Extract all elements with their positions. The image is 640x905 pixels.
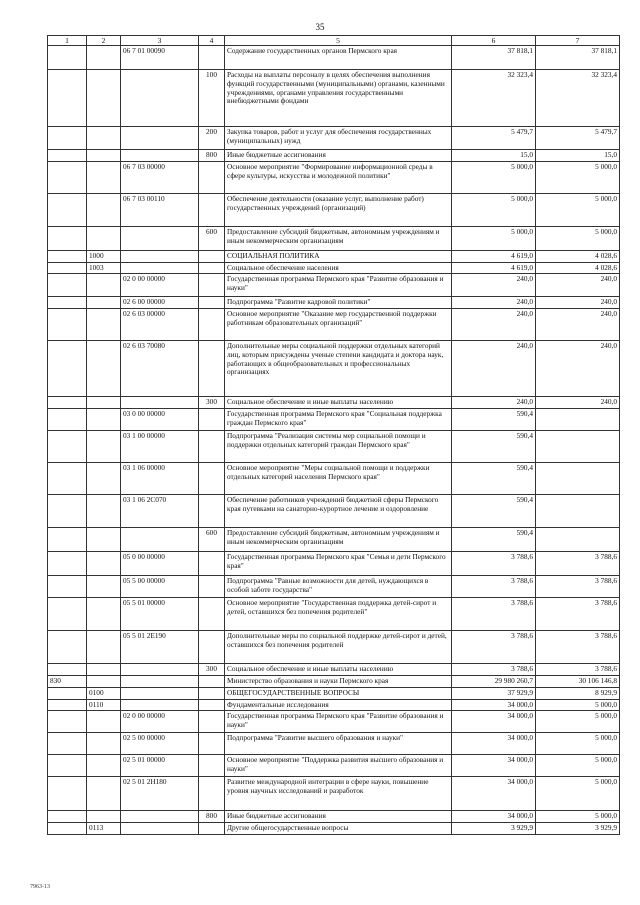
amount-column-7 — [536, 463, 620, 495]
table-row — [48, 687, 620, 699]
amount-column-6: 4 619,0 — [452, 262, 536, 274]
amount-column-7: 5 000,0 — [536, 777, 620, 811]
code-column-1 — [48, 150, 87, 162]
code-column-1 — [48, 226, 87, 250]
item-name: Дополнительные меры социальной поддержки отдельных категорий лиц, которым присуждены ученые степени кандидата и доктора наук, работающих в общеобразовательных и профессиональных организациях — [225, 341, 452, 397]
amount-column-7: 3 788,6 — [536, 631, 620, 664]
expense-type-code — [199, 431, 225, 463]
item-name: Содержание государственных органов Пермского края — [225, 46, 452, 70]
code-column-1 — [48, 598, 87, 631]
amount-column-7: 240,0 — [536, 309, 620, 341]
target-article-code: 02 0 00 00000 — [121, 711, 199, 733]
section-code — [87, 664, 121, 676]
amount-column-6: 590,4 — [452, 431, 536, 463]
code-column-1 — [48, 409, 87, 431]
section-code — [87, 755, 121, 777]
code-column-1 — [48, 431, 87, 463]
amount-column-6: 240,0 — [452, 309, 536, 341]
target-article-code: 02 6 00 00000 — [121, 297, 199, 309]
target-article-code: 03 0 00 00000 — [121, 409, 199, 431]
table-row — [48, 70, 620, 127]
expense-type-code — [199, 193, 225, 226]
target-article-code — [121, 262, 199, 274]
code-column-1 — [48, 341, 87, 397]
amount-column-6: 3 788,6 — [452, 576, 536, 598]
item-name: ОБЩЕГОСУДАРСТВЕННЫЕ ВОПРОСЫ — [225, 687, 452, 699]
amount-column-7 — [536, 528, 620, 552]
target-article-code — [121, 664, 199, 676]
section-code — [87, 598, 121, 631]
amount-column-7: 30 106 146,8 — [536, 676, 620, 688]
table-row — [48, 495, 620, 528]
expense-type-code — [199, 262, 225, 274]
amount-column-7: 8 929,9 — [536, 687, 620, 699]
table-row — [48, 341, 620, 397]
item-name: Подпрограмма "Развитие высшего образования и науки" — [225, 733, 452, 755]
item-name: Социальное обеспечение и иные выплаты населению — [225, 664, 452, 676]
target-article-code — [121, 397, 199, 409]
code-column-1 — [48, 687, 87, 699]
code-column-1: 830 — [48, 676, 87, 688]
expense-type-code — [199, 463, 225, 495]
expense-type-code — [199, 161, 225, 193]
table-row — [48, 274, 620, 297]
amount-column-7 — [536, 495, 620, 528]
item-name: Социальное обеспечение населения — [225, 262, 452, 274]
target-article-code — [121, 70, 199, 127]
table-row — [48, 226, 620, 250]
amount-column-7: 5 000,0 — [536, 226, 620, 250]
amount-column-7: 5 000,0 — [536, 811, 620, 823]
target-article-code — [121, 823, 199, 835]
amount-column-7: 32 323,4 — [536, 70, 620, 127]
column-number-row — [48, 36, 620, 46]
section-code — [87, 409, 121, 431]
code-column-1 — [48, 664, 87, 676]
item-name: Обеспечение работников учреждений бюджетной сферы Пермского края путевками на санаторно-курортное лечение и оздоровление — [225, 495, 452, 528]
expense-type-code: 800 — [199, 811, 225, 823]
target-article-code: 02 6 03 00000 — [121, 309, 199, 341]
amount-column-7: 3 788,6 — [536, 576, 620, 598]
code-column-1 — [48, 70, 87, 127]
amount-column-7: 37 818,1 — [536, 46, 620, 70]
amount-column-7: 240,0 — [536, 341, 620, 397]
table-row — [48, 528, 620, 552]
table-row — [48, 463, 620, 495]
expense-type-code: 600 — [199, 528, 225, 552]
amount-column-6: 590,4 — [452, 495, 536, 528]
table-row — [48, 552, 620, 576]
section-code — [87, 161, 121, 193]
table-row — [48, 250, 620, 262]
code-column-1 — [48, 463, 87, 495]
code-column-1 — [48, 127, 87, 150]
item-name: Закупка товаров, работ и услуг для обеспечения государственных (муниципальных) нужд — [225, 127, 452, 150]
item-name: Основное мероприятие "Формирование информационной среды в сфере культуры, искусства и молодежной политики" — [225, 161, 452, 193]
table-row — [48, 161, 620, 193]
code-column-1 — [48, 755, 87, 777]
code-column-1 — [48, 397, 87, 409]
section-code — [87, 431, 121, 463]
item-name: Подпрограмма "Развитие кадровой политики" — [225, 297, 452, 309]
target-article-code — [121, 811, 199, 823]
amount-column-6: 34 000,0 — [452, 699, 536, 711]
table-row — [48, 631, 620, 664]
section-code: 1003 — [87, 262, 121, 274]
column-number: 4 — [199, 36, 225, 46]
item-name: Государственная программа Пермского края "Семья и дети Пермского края" — [225, 552, 452, 576]
table-row — [48, 409, 620, 431]
section-code: 0113 — [87, 823, 121, 835]
target-article-code — [121, 127, 199, 150]
column-number: 2 — [87, 36, 121, 46]
section-code — [87, 528, 121, 552]
amount-column-6: 37 929,9 — [452, 687, 536, 699]
target-article-code: 05 5 00 00000 — [121, 576, 199, 598]
section-code — [87, 193, 121, 226]
item-name: Государственная программа Пермского края "Развитие образования и науки" — [225, 711, 452, 733]
code-column-1 — [48, 297, 87, 309]
target-article-code: 02 5 01 2Н180 — [121, 777, 199, 811]
table-row — [48, 664, 620, 676]
code-column-1 — [48, 262, 87, 274]
item-name: Иные бюджетные ассигнования — [225, 811, 452, 823]
amount-column-6: 240,0 — [452, 397, 536, 409]
code-column-1 — [48, 552, 87, 576]
amount-column-6: 590,4 — [452, 463, 536, 495]
section-code: 0110 — [87, 699, 121, 711]
table-row — [48, 823, 620, 835]
amount-column-6: 32 323,4 — [452, 70, 536, 127]
table-row — [48, 733, 620, 755]
table-row — [48, 297, 620, 309]
amount-column-7: 5 000,0 — [536, 733, 620, 755]
amount-column-6: 3 788,6 — [452, 598, 536, 631]
target-article-code — [121, 687, 199, 699]
section-code: 1000 — [87, 250, 121, 262]
amount-column-6: 3 788,6 — [452, 631, 536, 664]
item-name: Министерство образования и науки Пермского края — [225, 676, 452, 688]
expense-type-code — [199, 823, 225, 835]
amount-column-7: 3 788,6 — [536, 598, 620, 631]
target-article-code: 03 1 00 00000 — [121, 431, 199, 463]
code-column-1 — [48, 309, 87, 341]
amount-column-7: 240,0 — [536, 274, 620, 297]
target-article-code: 06 7 01 00090 — [121, 46, 199, 70]
table-row — [48, 699, 620, 711]
item-name: Социальное обеспечение и иные выплаты населению — [225, 397, 452, 409]
item-name: Подпрограмма "Равные возможности для детей, нуждающихся в особой заботе государства" — [225, 576, 452, 598]
amount-column-7 — [536, 431, 620, 463]
section-code — [87, 733, 121, 755]
amount-column-6: 240,0 — [452, 274, 536, 297]
amount-column-6: 590,4 — [452, 528, 536, 552]
section-code — [87, 552, 121, 576]
item-name: Другие общегосударственные вопросы — [225, 823, 452, 835]
item-name: Развитие международной интеграции в сфере науки, повышение уровня научных исследований и разработок — [225, 777, 452, 811]
table-row — [48, 431, 620, 463]
item-name: Иные бюджетные ассигнования — [225, 150, 452, 162]
section-code — [87, 676, 121, 688]
item-name: Основное мероприятие "Государственная поддержка детей-сирот и детей, оставшихся без попечения родителей" — [225, 598, 452, 631]
item-name: Основное мероприятие "Меры социальной помощи и поддержки отдельных категорий населения Пермского края" — [225, 463, 452, 495]
expense-type-code — [199, 341, 225, 397]
amount-column-7: 4 028,6 — [536, 262, 620, 274]
target-article-code — [121, 676, 199, 688]
target-article-code: 02 0 00 00000 — [121, 274, 199, 297]
item-name: Государственная программа Пермского края "Социальная поддержка граждан Пермского края" — [225, 409, 452, 431]
amount-column-7: 15,0 — [536, 150, 620, 162]
amount-column-7: 5 000,0 — [536, 711, 620, 733]
target-article-code — [121, 250, 199, 262]
item-name: Обеспечение деятельности (оказание услуг, выполнение работ) государственных учреждений (организаций) — [225, 193, 452, 226]
amount-column-7: 3 788,6 — [536, 664, 620, 676]
code-column-1 — [48, 528, 87, 552]
budget-table — [47, 35, 620, 835]
target-article-code: 05 0 00 00000 — [121, 552, 199, 576]
section-code — [87, 309, 121, 341]
code-column-1 — [48, 811, 87, 823]
section-code — [87, 495, 121, 528]
expense-type-code — [199, 687, 225, 699]
section-code — [87, 576, 121, 598]
code-column-1 — [48, 777, 87, 811]
code-column-1 — [48, 631, 87, 664]
expense-type-code — [199, 309, 225, 341]
code-column-1 — [48, 699, 87, 711]
expense-type-code — [199, 552, 225, 576]
item-name: Дополнительные меры по социальной поддержке детей-сирот и детей, оставшихся без попечения родителей — [225, 631, 452, 664]
target-article-code: 03 1 06 00000 — [121, 463, 199, 495]
section-code — [87, 150, 121, 162]
amount-column-6: 34 000,0 — [452, 777, 536, 811]
column-number: 1 — [48, 36, 87, 46]
section-code — [87, 711, 121, 733]
column-number: 6 — [452, 36, 536, 46]
amount-column-6: 240,0 — [452, 297, 536, 309]
target-article-code — [121, 528, 199, 552]
expense-type-code — [199, 777, 225, 811]
table-row — [48, 576, 620, 598]
section-code — [87, 46, 121, 70]
table-row — [48, 127, 620, 150]
section-code — [87, 297, 121, 309]
code-column-1 — [48, 711, 87, 733]
section-code — [87, 811, 121, 823]
amount-column-6: 34 000,0 — [452, 711, 536, 733]
target-article-code — [121, 150, 199, 162]
amount-column-6: 34 000,0 — [452, 811, 536, 823]
column-number: 5 — [225, 36, 452, 46]
column-number: 3 — [121, 36, 199, 46]
amount-column-7: 5 000,0 — [536, 699, 620, 711]
amount-column-7: 240,0 — [536, 397, 620, 409]
page-number: 35 — [315, 22, 325, 32]
code-column-1 — [48, 274, 87, 297]
code-column-1 — [48, 161, 87, 193]
section-code: 0100 — [87, 687, 121, 699]
amount-column-6: 34 000,0 — [452, 733, 536, 755]
section-code — [87, 463, 121, 495]
expense-type-code: 300 — [199, 397, 225, 409]
target-article-code: 02 6 03 70080 — [121, 341, 199, 397]
amount-column-7: 5 479,7 — [536, 127, 620, 150]
section-code — [87, 341, 121, 397]
target-article-code: 06 7 03 00000 — [121, 161, 199, 193]
table-row — [48, 150, 620, 162]
section-code — [87, 70, 121, 127]
amount-column-6: 34 000,0 — [452, 755, 536, 777]
amount-column-6: 3 788,6 — [452, 664, 536, 676]
table-row — [48, 711, 620, 733]
target-article-code: 05 5 01 00000 — [121, 598, 199, 631]
expense-type-code — [199, 576, 225, 598]
amount-column-6: 5 479,7 — [452, 127, 536, 150]
amount-column-6: 5 000,0 — [452, 161, 536, 193]
item-name: Основное мероприятие "Оказание мер государственной поддержки работникам образовательных организаций" — [225, 309, 452, 341]
amount-column-6: 590,4 — [452, 409, 536, 431]
target-article-code: 05 5 01 2Е190 — [121, 631, 199, 664]
amount-column-7 — [536, 409, 620, 431]
item-name: Фундаментальные исследования — [225, 699, 452, 711]
target-article-code — [121, 226, 199, 250]
section-code — [87, 397, 121, 409]
item-name: Государственная программа Пермского края "Развитие образования и науки" — [225, 274, 452, 297]
item-name: Подпрограмма "Реализация системы мер социальной помощи и поддержки отдельных категорий граждан Пермского края" — [225, 431, 452, 463]
item-name: СОЦИАЛЬНАЯ ПОЛИТИКА — [225, 250, 452, 262]
amount-column-7: 5 000,0 — [536, 755, 620, 777]
amount-column-6: 29 980 260,7 — [452, 676, 536, 688]
amount-column-6: 3 788,6 — [452, 552, 536, 576]
expense-type-code — [199, 733, 225, 755]
amount-column-7: 3 788,6 — [536, 552, 620, 576]
table-row — [48, 598, 620, 631]
expense-type-code — [199, 711, 225, 733]
amount-column-7: 5 000,0 — [536, 161, 620, 193]
code-column-1 — [48, 46, 87, 70]
expense-type-code: 300 — [199, 664, 225, 676]
expense-type-code — [199, 495, 225, 528]
footer-code: 7963-13 — [30, 884, 50, 890]
amount-column-6: 5 000,0 — [452, 226, 536, 250]
amount-column-7: 240,0 — [536, 297, 620, 309]
target-article-code: 03 1 06 2С070 — [121, 495, 199, 528]
item-name: Расходы на выплаты персоналу в целях обеспечения выполнения функций государственными (муниципальными) органами, казенными учреждениями, органами управления государственными внебюджетными фондами — [225, 70, 452, 127]
item-name: Предоставление субсидий бюджетным, автономным учреждениям и иным некоммерческим организациям — [225, 226, 452, 250]
expense-type-code: 600 — [199, 226, 225, 250]
amount-column-7: 5 000,0 — [536, 193, 620, 226]
expense-type-code: 100 — [199, 70, 225, 127]
expense-type-code — [199, 676, 225, 688]
expense-type-code — [199, 297, 225, 309]
expense-type-code — [199, 631, 225, 664]
target-article-code — [121, 699, 199, 711]
amount-column-7: 3 929,9 — [536, 823, 620, 835]
table-row — [48, 811, 620, 823]
expense-type-code — [199, 409, 225, 431]
code-column-1 — [48, 823, 87, 835]
section-code — [87, 127, 121, 150]
expense-type-code: 200 — [199, 127, 225, 150]
table-row — [48, 193, 620, 226]
amount-column-6: 3 929,9 — [452, 823, 536, 835]
table-row — [48, 676, 620, 688]
table-row — [48, 755, 620, 777]
expense-type-code — [199, 46, 225, 70]
code-column-1 — [48, 733, 87, 755]
code-column-1 — [48, 250, 87, 262]
section-code — [87, 274, 121, 297]
expense-type-code — [199, 755, 225, 777]
target-article-code: 02 5 00 00000 — [121, 733, 199, 755]
table-row — [48, 397, 620, 409]
code-column-1 — [48, 576, 87, 598]
table-row — [48, 46, 620, 70]
code-column-1 — [48, 193, 87, 226]
amount-column-6: 37 818,1 — [452, 46, 536, 70]
expense-type-code — [199, 699, 225, 711]
item-name: Предоставление субсидий бюджетным, автономным учреждениям и иным некоммерческим организациям — [225, 528, 452, 552]
amount-column-7: 4 028,6 — [536, 250, 620, 262]
expense-type-code: 800 — [199, 150, 225, 162]
amount-column-6: 5 000,0 — [452, 193, 536, 226]
amount-column-6: 240,0 — [452, 341, 536, 397]
amount-column-6: 4 619,0 — [452, 250, 536, 262]
expense-type-code — [199, 250, 225, 262]
amount-column-6: 15,0 — [452, 150, 536, 162]
section-code — [87, 631, 121, 664]
table-row — [48, 777, 620, 811]
table-row — [48, 309, 620, 341]
target-article-code: 02 5 01 00000 — [121, 755, 199, 777]
section-code — [87, 777, 121, 811]
table-row — [48, 262, 620, 274]
item-name: Основное мероприятие "Поддержка развития высшего образования и науки" — [225, 755, 452, 777]
target-article-code: 06 7 03 00110 — [121, 193, 199, 226]
column-number: 7 — [536, 36, 620, 46]
section-code — [87, 226, 121, 250]
expense-type-code — [199, 598, 225, 631]
code-column-1 — [48, 495, 87, 528]
expense-type-code — [199, 274, 225, 297]
